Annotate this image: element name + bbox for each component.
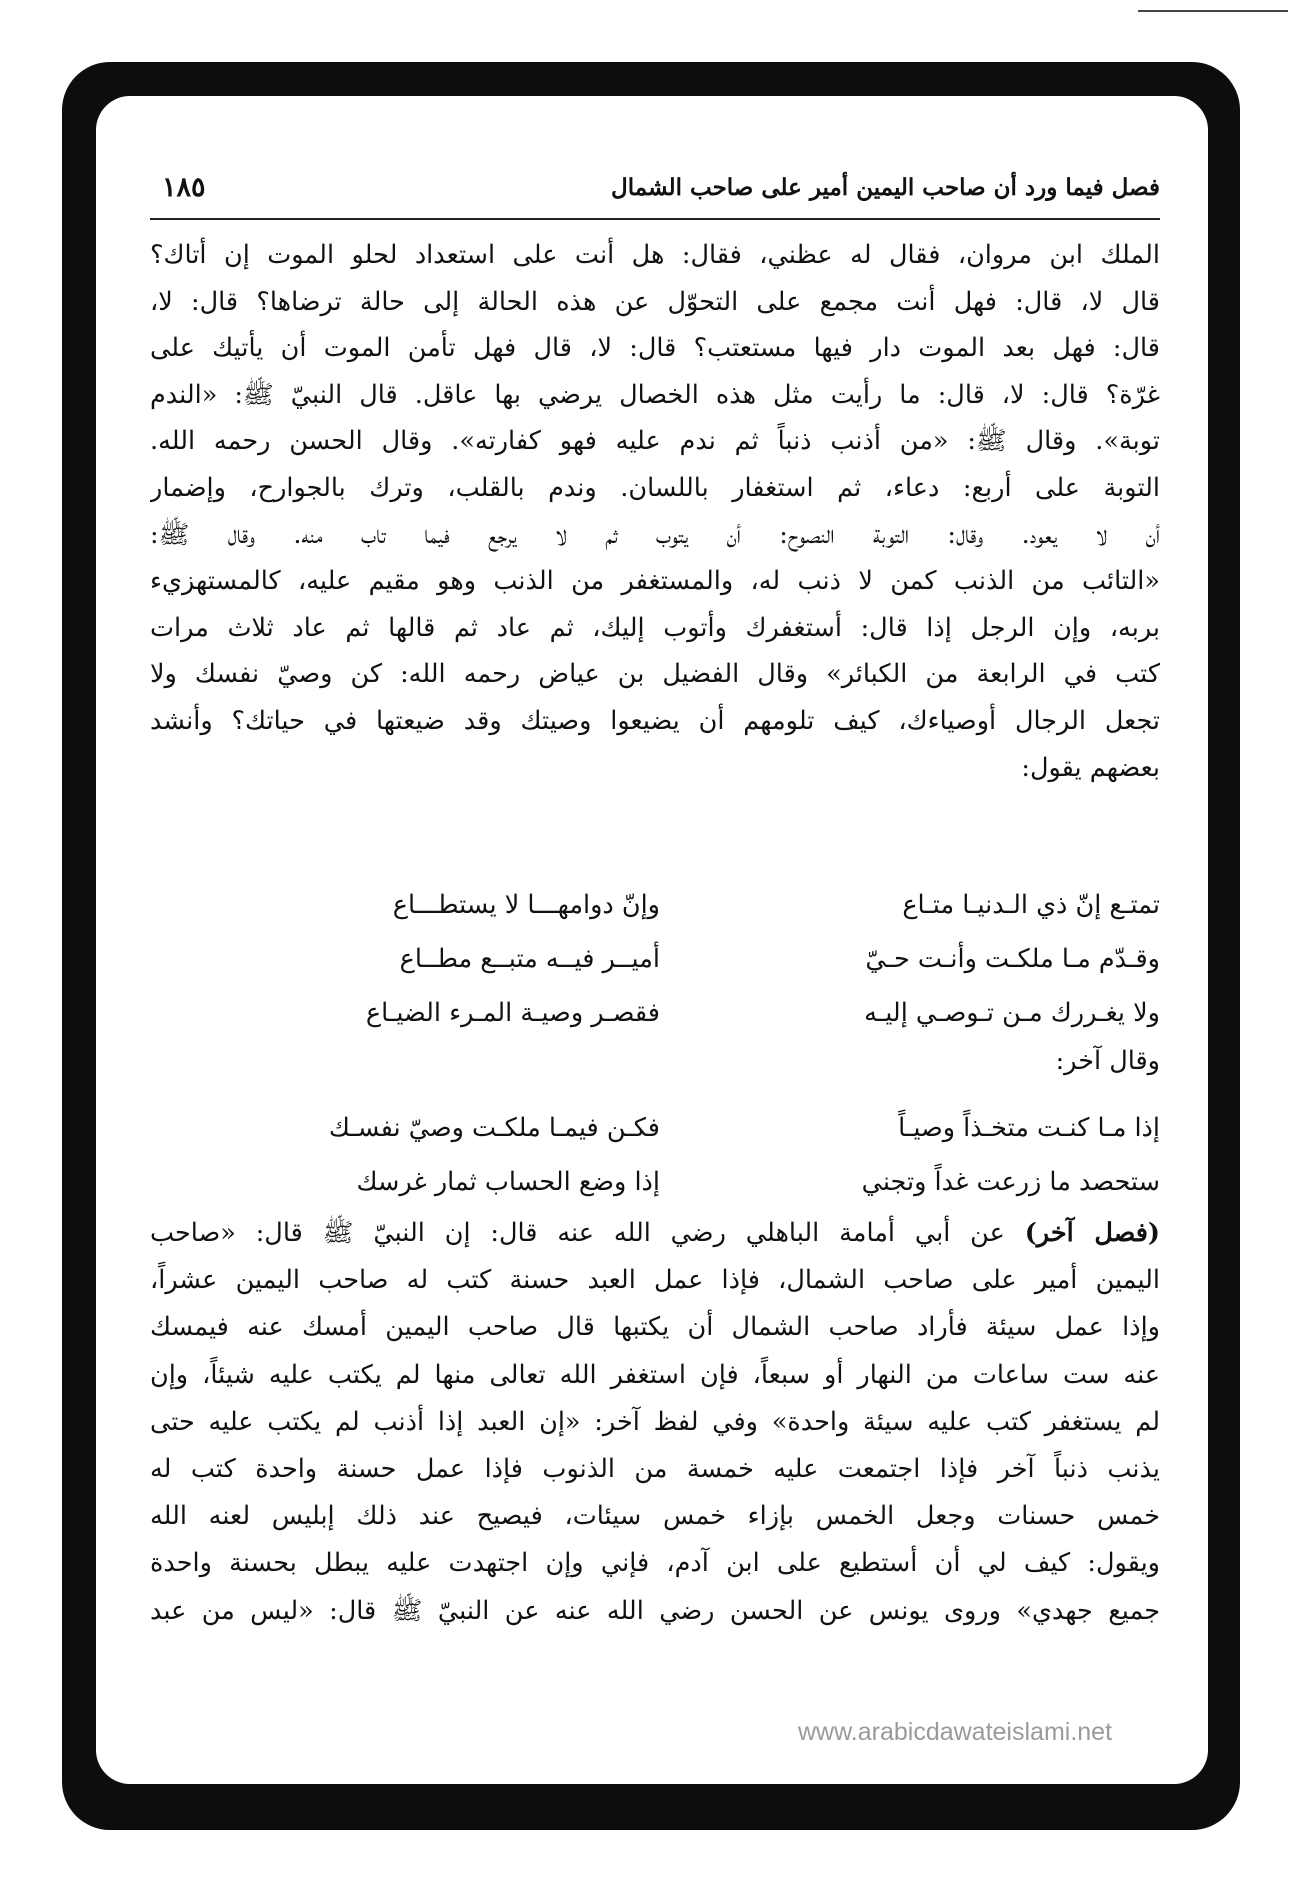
text-line: تجعل الرجال أوصياءك، كيف تلومهم أن يضيعوا وصيتك وقد ضيعتها في حياتك؟ وأنشد [150, 705, 1160, 736]
body-text [150, 232, 1160, 791]
text-line: ويقول: كيف لي أن أستطيع على ابن آدم، فإني وإن اجتهدت عليه يبطل بحسنة واحدة [150, 1548, 1160, 1579]
text-line: اليمين أمير على صاحب الشمال، فإذا عمل العبد حسنة كتب له صاحب اليمين عشراً، [150, 1265, 1160, 1296]
verse-second-hemistich: وإنّ دوامهـــا لا يستطـــاع [392, 890, 660, 920]
text-line: أن لا يعود. وقال: التوبة النصوح: أن يتوب ثم لا يرجع فيما تاب منه. وقال ﷺ: [150, 519, 1160, 550]
section-first-line [150, 1210, 1160, 1257]
text-line: توبة». وقال ﷺ: «من أذنب ذنباً ثم ندم عليه فهو كفارته». وقال الحسن رحمه الله. [150, 426, 1160, 457]
watermark: www.arabicdawateislami.net [798, 1718, 1113, 1746]
verse-first-hemistich: ولا يغـررك مـن تـوصـي إليـه [864, 998, 1160, 1028]
verse-first-hemistich: إذا مـا كنـت متخـذاً وصيـاً [898, 1113, 1160, 1143]
verse-second-hemistich: أميــر فيــه متبــع مطــاع [399, 944, 660, 974]
verse-second-hemistich: إذا وضع الحساب ثمار غرسك [356, 1167, 660, 1197]
verse-second-hemistich: فقصـر وصيـة المـرء الضيـاع [365, 998, 660, 1028]
verse [150, 1155, 1160, 1209]
text-line: يذنب ذنباً آخر فإذا اجتمعت عليه خمسة من الذنوب فإذا عمل حسنة واحدة كتب له [150, 1453, 1160, 1484]
verse-first-hemistich: وقـدّم مـا ملكـت وأنـت حـيّ [865, 944, 1160, 974]
text-line: جميع جهدي» وروى يونس عن الحسن رضي الله عنه عن النبيّ ﷺ قال: «ليس من عبد [150, 1595, 1160, 1626]
page-number: ١٨٥ [162, 172, 206, 203]
verse-intro-label: وقال آخر: [1055, 1046, 1160, 1076]
section-text [150, 1210, 1160, 1635]
text-line: بربه، وإن الرجل إذا قال: أستغفرك وأتوب إليك، ثم عاد ثم قالها ثم عاد ثلاث مرات [150, 612, 1160, 643]
verse-second-hemistich: فكـن فيمـا ملكـت وصيّ نفسـك [328, 1113, 660, 1143]
section-first-line-text: عن أبي أمامة الباهلي رضي الله عنه قال: إن النبيّ ﷺ قال: «صاحب [150, 1218, 1005, 1248]
poem-verses-2 [150, 1101, 1160, 1209]
verse-first-hemistich: تمتـع إنّ ذي الـدنيـا متـاع [902, 890, 1160, 920]
text-line: غرّة؟ قال: لا، قال: ما رأيت مثل هذه الخصال يرضي بها عاقل. قال النبيّ ﷺ: «الندم [150, 379, 1160, 410]
text-line: قال لا، قال: فهل أنت مجمع على التحوّل عن هذه الحالة إلى حالة ترضاها؟ قال: لا، [150, 286, 1160, 317]
verse [150, 932, 1160, 986]
text-line: عنه ست ساعات من النهار أو سبعاً، فإن استغفر الله تعالى منها لم يكتب عليه شيئاً، وإن [150, 1359, 1160, 1390]
text-line: وإذا عمل سيئة فأراد صاحب الشمال أن يكتبها قال صاحب اليمين أمسك عنه فيمسك [150, 1312, 1160, 1343]
verse [150, 878, 1160, 932]
text-line: لم يستغفر كتب عليه سيئة واحدة» وفي لفظ آخر: «إن العبد إذا أذنب لم يكتب عليه حتى [150, 1406, 1160, 1437]
verse [150, 986, 1160, 1040]
text-line: التوبة على أربع: دعاء، ثم استغفار باللسان. وندم بالقلب، وترك بالجوارح، وإضمار [150, 472, 1160, 503]
poem-verses-1 [150, 878, 1160, 1040]
verse [150, 1101, 1160, 1155]
running-title: فصل فيما ورد أن صاحب اليمين أمير على صاحب الشمال [611, 174, 1160, 201]
text-line: بعضهم يقول: [1021, 752, 1160, 783]
text-line: «التائب من الذنب كمن لا ذنب له، والمستغفر من الذنب وهو مقيم عليه، كالمستهزيء [150, 566, 1160, 597]
text-line: خمس حسنات وجعل الخمس بإزاء خمس سيئات، فيصيح عند ذلك إبليس لعنه الله [150, 1501, 1160, 1532]
text-line: قال: فهل بعد الموت دار فيها مستعتب؟ قال: لا، قال فهل تأمن الموت أن يأتيك على [150, 333, 1160, 364]
text-line: كتب في الرابعة من الكبائر» وقال الفضيل بن عياض رحمه الله: كن وصيّ نفسك ولا [150, 659, 1160, 690]
scan-edge-rule [1138, 10, 1288, 12]
text-line: الملك ابن مروان، فقال له عظني، فقال: هل أنت على استعداد لحلو الموت إن أتاك؟ [150, 240, 1160, 270]
verse-first-hemistich: ستحصد ما زرعت غداً وتجني [861, 1167, 1160, 1197]
section-label: (فصل آخر) [1024, 1218, 1160, 1248]
page-header [150, 172, 1160, 220]
